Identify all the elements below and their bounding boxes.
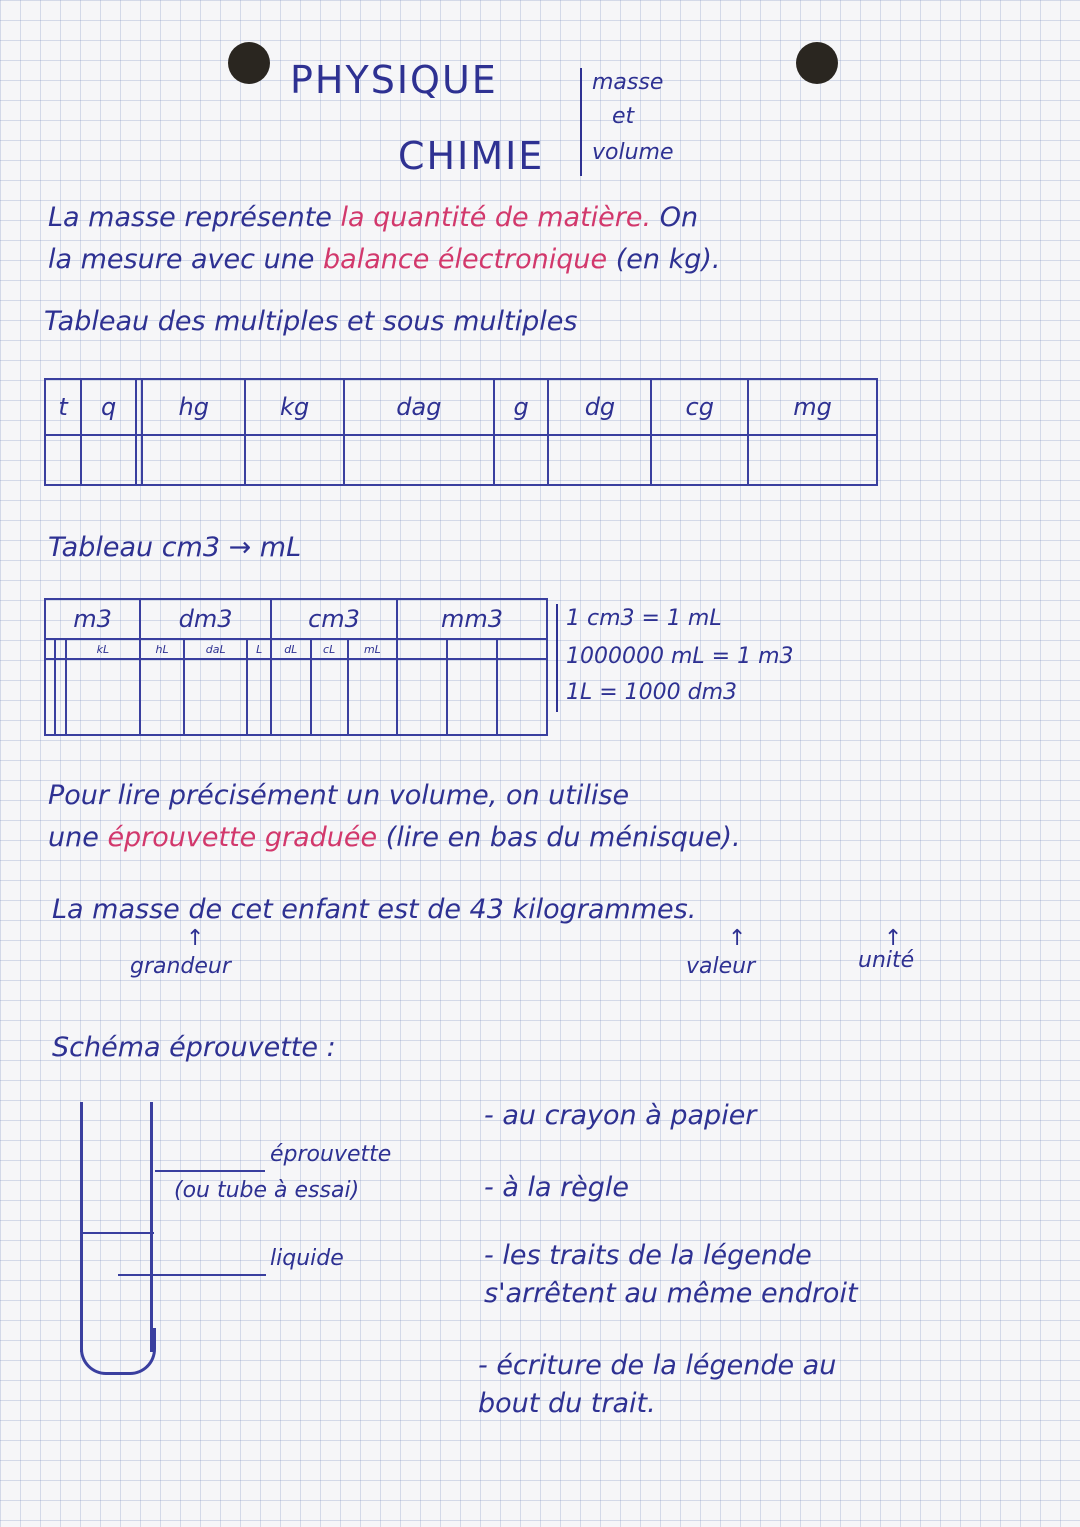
reading-text: une	[48, 822, 99, 853]
sub-unit-cell: cL	[311, 639, 348, 659]
rule-3b: s'arrêtent au même endroit	[484, 1278, 858, 1309]
unit-cell: g	[494, 379, 549, 435]
intro-text: (en kg).	[615, 244, 721, 275]
unit-cell: hg	[142, 379, 245, 435]
equality-2: 1000000 mL = 1 m3	[566, 644, 794, 669]
sub-unit-cell: mL	[348, 639, 397, 659]
intro-text: On	[659, 202, 699, 233]
topic-et: et	[612, 104, 635, 129]
empty-cell	[548, 435, 651, 485]
reading-line-1: Pour lire précisément un volume, on utilise	[48, 780, 630, 811]
intro-highlight: la quantité de matière.	[340, 202, 652, 233]
test-tube-left-wall	[80, 1102, 83, 1352]
empty-cell	[184, 659, 247, 735]
title-separator	[580, 68, 582, 176]
legend-eprouvette: éprouvette	[270, 1142, 392, 1167]
label-grandeur: grandeur	[130, 954, 231, 979]
title-physique: PHYSIQUE	[290, 58, 498, 102]
legend-tube-essai: (ou tube à essai)	[174, 1178, 360, 1203]
reading-line-2	[48, 822, 741, 853]
intro-line-1	[48, 202, 698, 233]
rule-3: - les traits de la légende	[484, 1240, 812, 1271]
equalities-bracket	[556, 604, 558, 712]
empty-cell	[748, 435, 877, 485]
empty-cell	[271, 659, 311, 735]
legend-liquide: liquide	[270, 1246, 344, 1271]
volume-units-table	[44, 598, 548, 736]
empty-cell	[344, 435, 494, 485]
liquid-level-line	[80, 1232, 154, 1234]
binder-hole-left	[228, 42, 270, 84]
empty-cell	[55, 639, 65, 659]
arrow-grandeur: ↑	[186, 926, 205, 951]
example-sentence: La masse de cet enfant est de 43 kilogrammes.	[52, 894, 697, 925]
label-valeur: valeur	[686, 954, 756, 979]
intro-text: la mesure avec une	[48, 244, 315, 275]
sub-unit-cell: dL	[271, 639, 311, 659]
rule-1: - au crayon à papier	[484, 1100, 757, 1131]
empty-cell	[494, 435, 549, 485]
intro-highlight: balance électronique	[323, 244, 608, 275]
unit-cell: q	[81, 379, 136, 435]
unit-cell: mg	[748, 379, 877, 435]
unit-cell: mm3	[397, 599, 547, 639]
title-chimie: CHIMIE	[398, 134, 545, 178]
reading-text: (lire en bas du ménisque).	[385, 822, 741, 853]
empty-cell	[348, 659, 397, 735]
reading-highlight: éprouvette graduée	[107, 822, 378, 853]
rule-2: - à la règle	[484, 1172, 630, 1203]
empty-cell	[81, 435, 136, 485]
mass-table-heading: Tableau des multiples et sous multiples	[44, 306, 578, 337]
sub-unit-cell: daL	[184, 639, 247, 659]
label-unite: unité	[858, 948, 915, 973]
topic-masse: masse	[592, 70, 664, 95]
empty-cell	[397, 659, 447, 735]
rule-4: - écriture de la légende au	[478, 1350, 837, 1381]
unit-cell: dag	[344, 379, 494, 435]
unit-cell: kg	[245, 379, 344, 435]
empty-cell	[447, 659, 497, 735]
unit-cell: dm3	[140, 599, 271, 639]
empty-cell	[45, 659, 55, 735]
equality-3: 1L = 1000 dm3	[566, 680, 738, 705]
unit-cell: dg	[548, 379, 651, 435]
unit-cell: m3	[45, 599, 140, 639]
schema-heading: Schéma éprouvette :	[52, 1032, 336, 1063]
empty-cell	[447, 639, 497, 659]
intro-line-2	[48, 244, 720, 275]
empty-cell	[497, 659, 547, 735]
legend-line-liquid	[118, 1274, 266, 1276]
empty-cell	[245, 435, 344, 485]
test-tube-bottom	[80, 1328, 156, 1375]
empty-cell	[311, 659, 348, 735]
test-tube-right-wall	[150, 1102, 153, 1352]
empty-cell	[140, 659, 184, 735]
unit-cell: t	[45, 379, 81, 435]
empty-cell	[651, 435, 748, 485]
empty-cell	[497, 639, 547, 659]
intro-text: La masse représente	[48, 202, 332, 233]
volume-table-heading: Tableau cm3 → mL	[48, 532, 302, 563]
equality-1: 1 cm3 = 1 mL	[566, 606, 722, 631]
sub-unit-cell: kL	[66, 639, 141, 659]
unit-cell: cm3	[271, 599, 397, 639]
arrow-valeur: ↑	[728, 926, 747, 951]
rule-4b: bout du trait.	[478, 1388, 656, 1419]
empty-cell	[247, 659, 271, 735]
empty-cell	[66, 659, 141, 735]
mass-units-table	[44, 378, 878, 486]
sub-unit-cell: L	[247, 639, 271, 659]
topic-volume: volume	[592, 140, 674, 165]
legend-line-tube	[155, 1170, 265, 1172]
empty-cell	[397, 639, 447, 659]
sub-unit-cell: hL	[140, 639, 184, 659]
unit-cell: cg	[651, 379, 748, 435]
empty-cell	[45, 435, 81, 485]
empty-cell	[45, 639, 55, 659]
empty-cell	[55, 659, 65, 735]
empty-cell	[142, 435, 245, 485]
binder-hole-right	[796, 42, 838, 84]
arrow-unite: ↑	[884, 926, 903, 951]
